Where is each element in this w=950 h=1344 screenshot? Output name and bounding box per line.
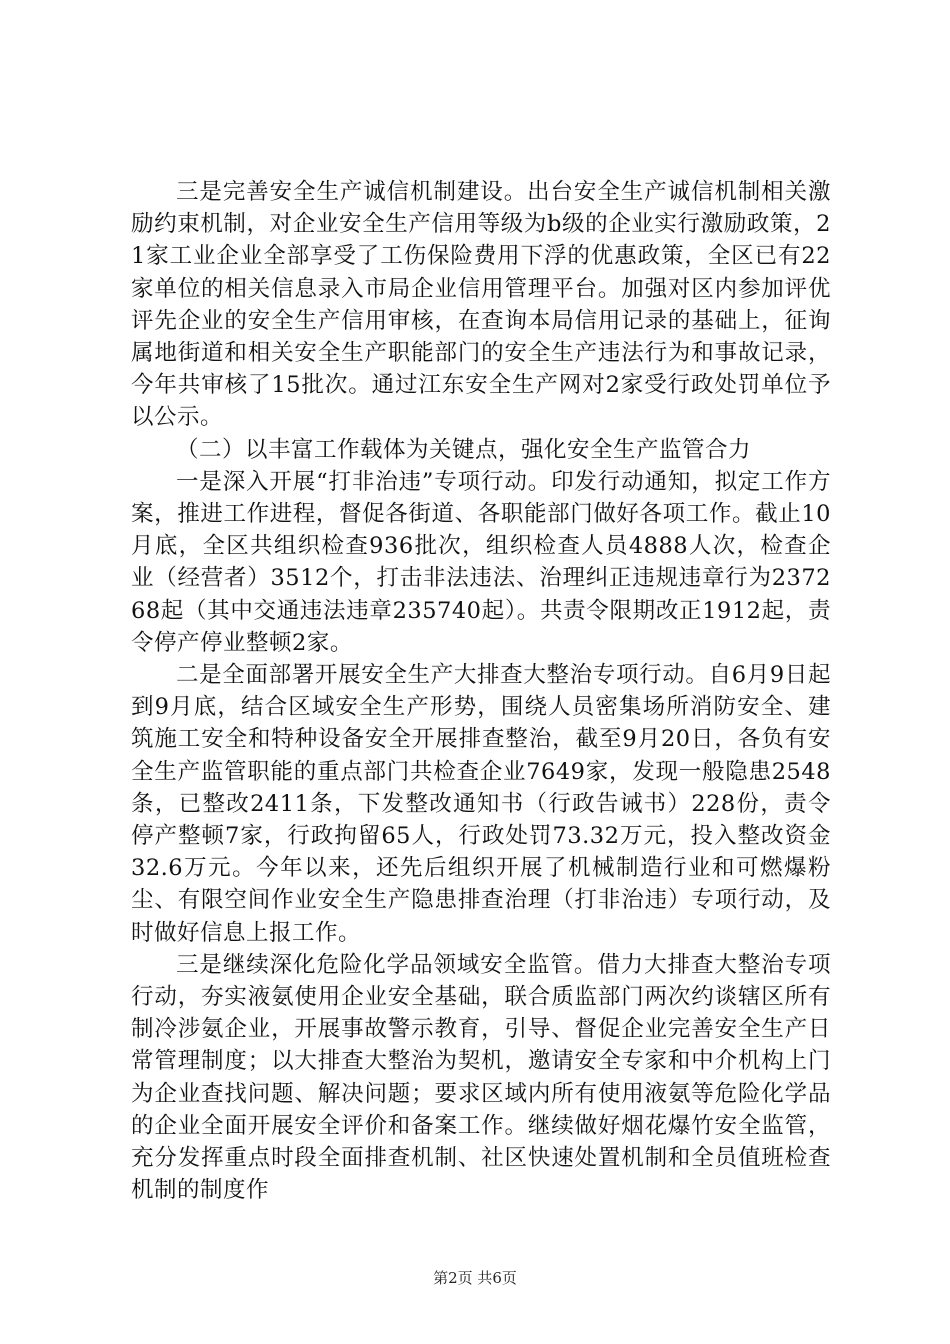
page-footer <box>0 1268 950 1288</box>
paragraph-inspection-campaign: 二是全面部署开展安全生产大排查大整治专项行动。自6月9日起到9月底，结合区域安全生产形势，围绕人员密集场所消防安全、建筑施工安全和特种设备安全开展排查整治，截至9月20日，各负有安全生产监管职能的重点部门共检查企业7649家，发现一般隐患2548条，已整改2411条，下发整改通知书（行政告诫书）228份，责令停产整顿7家，行政拘留65人，行政处罚73.32万元，投入整改资金32.6万元。今年以来，还先后组织开展了机械制造行业和可燃爆粉尘、有限空间作业安全生产隐患排查治理（打非治违）专项行动，及时做好信息上报工作。 <box>131 662 831 946</box>
page-number-current: 第2页 <box>433 1269 473 1287</box>
section-heading-2: （二）以丰富工作载体为关键点，强化安全生产监管合力 <box>176 436 752 463</box>
document-body <box>131 176 831 1207</box>
paragraph-crackdown-action: 一是深入开展“打非治违”专项行动。印发行动通知，拟定工作方案，推进工作进程，督促各街道、各职能部门做好各项工作。截止10月底，全区共组织检查936批次，组织检查人员4888人次，检查企业（经营者）3512个，打击非法违法、治理纠正违规违章行为237268起（其中交通违法违章235740起）。共责令限期改正1912起，责令停产停业整顿2家。 <box>131 468 831 656</box>
paragraph-hazardous-chemicals: 三是继续深化危险化学品领域安全监管。借力大排查大整治专项行动，夯实液氨使用企业安全基础，联合质监部门两次约谈辖区所有制冷涉氨企业，开展事故警示教育，引导、督促企业完善安全生产日常管理制度；以大排查大整治为契机，邀请安全专家和中介机构上门为企业查找问题、解决问题；要求区域内所有使用液氨等危险化学品的企业全面开展安全评价和备案工作。继续做好烟花爆竹安全监管，充分发挥重点时段全面排查机制、社区快速处置机制和全员值班检查机制的制度作 <box>131 951 831 1204</box>
paragraph-integrity-mechanism: 三是完善安全生产诚信机制建设。出台安全生产诚信机制相关激励约束机制，对企业安全生产信用等级为b级的企业实行激励政策，21家工业企业全部享受了工伤保险费用下浮的优惠政策，全区已有22家单位的相关信息录入市局企业信用管理平台。加强对区内参加评优评先企业的安全生产信用审核，在查询本局信用记录的基础上，征询属地街道和相关安全生产职能部门的安全生产违法行为和事故记录，今年共审核了15批次。通过江东安全生产网对2家受行政处罚单位予以公示。 <box>131 179 831 431</box>
page-number-total: 共6页 <box>477 1269 517 1287</box>
